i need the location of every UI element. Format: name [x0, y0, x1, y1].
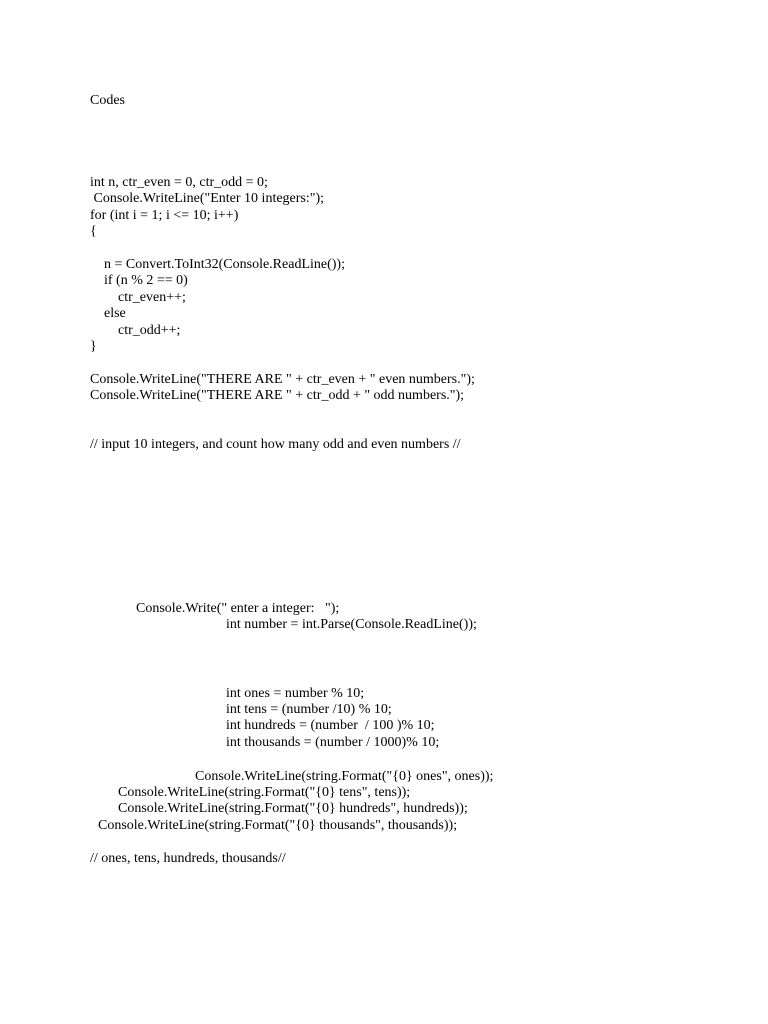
code-line: ctr_even++;	[118, 290, 186, 305]
code-line: }	[90, 339, 97, 354]
code-line: int n, ctr_even = 0, ctr_odd = 0;	[90, 175, 268, 190]
code-line: int number = int.Parse(Console.ReadLine());	[226, 617, 477, 632]
code-comment: // ones, tens, hundreds, thousands//	[90, 851, 286, 866]
code-line: Console.Write(" enter a integer: ");	[136, 601, 340, 616]
code-line: Console.WriteLine(string.Format("{0} ones", ones));	[195, 769, 494, 784]
code-line: for (int i = 1; i <= 10; i++)	[90, 208, 239, 223]
code-line: {	[90, 224, 97, 239]
code-line: int hundreds = (number / 100 )% 10;	[226, 718, 435, 733]
code-line: int ones = number % 10;	[226, 686, 365, 701]
code-line: n = Convert.ToInt32(Console.ReadLine());	[104, 257, 345, 272]
code-line: ctr_odd++;	[118, 323, 181, 338]
code-line: Console.WriteLine(string.Format("{0} thousands", thousands));	[98, 818, 458, 833]
code-line: Console.WriteLine(string.Format("{0} tens", tens));	[118, 785, 411, 800]
code-line: Console.WriteLine("THERE ARE " + ctr_odd + " odd numbers.");	[90, 388, 465, 403]
code-line: Console.WriteLine("Enter 10 integers:");	[90, 191, 325, 206]
code-line: else	[104, 306, 126, 321]
code-comment: // input 10 integers, and count how many odd and even numbers //	[90, 437, 461, 452]
code-line: int tens = (number /10) % 10;	[226, 702, 392, 717]
code-line: Console.WriteLine("THERE ARE " + ctr_even + " even numbers.");	[90, 372, 475, 387]
code-line: if (n % 2 == 0)	[104, 273, 188, 288]
code-line: Console.WriteLine(string.Format("{0} hundreds", hundreds));	[118, 801, 468, 816]
code-line: int thousands = (number / 1000)% 10;	[226, 735, 440, 750]
document-heading: Codes	[90, 93, 125, 108]
